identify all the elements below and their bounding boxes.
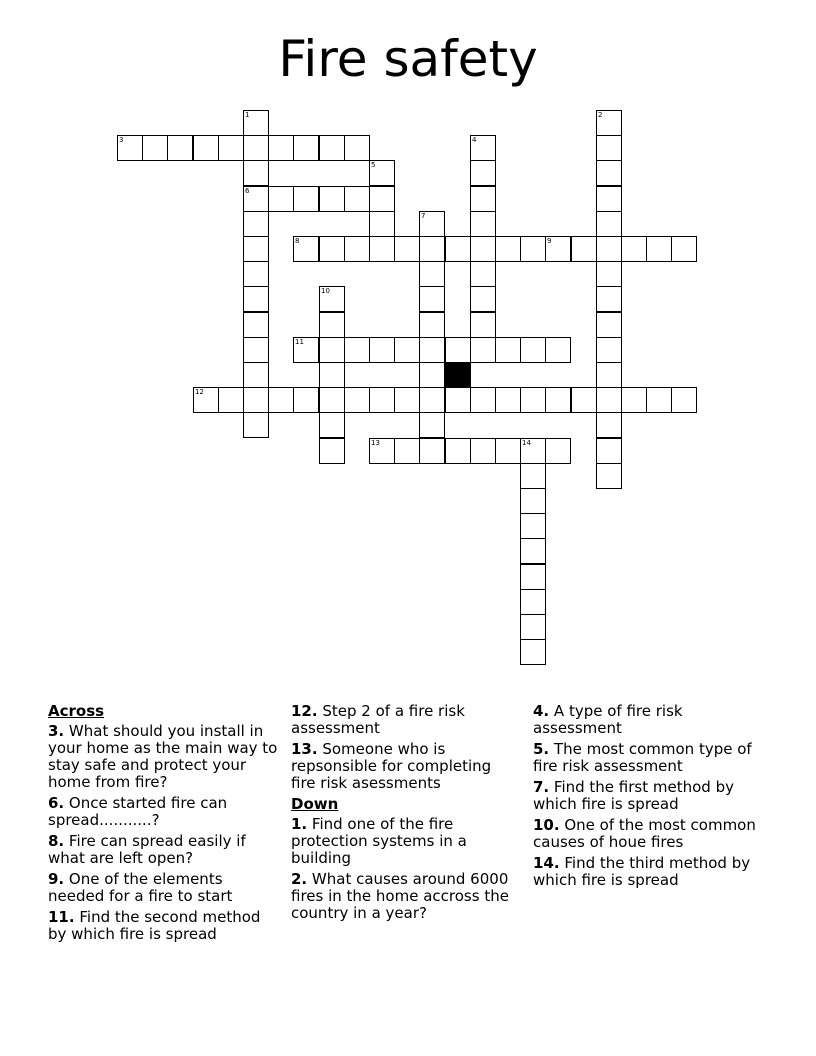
grid-cell[interactable] — [319, 135, 345, 161]
grid-cell[interactable] — [193, 135, 219, 161]
grid-cell[interactable] — [344, 236, 370, 262]
clue-item-number: 8. — [48, 832, 65, 850]
clue-number: 3 — [119, 136, 124, 144]
clue-number: 9 — [547, 237, 552, 245]
grid-cell[interactable] — [344, 186, 370, 212]
clue-item-text: Someone who is repsonsible for completing fire risk asessments — [291, 740, 492, 792]
grid-cell[interactable] — [369, 160, 395, 186]
grid-cell[interactable] — [419, 312, 445, 338]
grid-cell[interactable] — [520, 564, 546, 590]
clue-number: 13 — [371, 439, 380, 447]
clue-item-number: 10. — [533, 816, 560, 834]
grid-cell[interactable] — [243, 135, 269, 161]
clue-item-number: 13. — [291, 740, 318, 758]
grid-cell[interactable] — [319, 286, 345, 312]
grid-cell[interactable] — [243, 160, 269, 186]
clue-item — [48, 909, 280, 943]
grid-cell[interactable] — [520, 614, 546, 640]
clue-item-text: Find the third method by which fire is spread — [533, 854, 751, 889]
grid-cell[interactable] — [369, 186, 395, 212]
grid-cell[interactable] — [243, 412, 269, 438]
grid-cell[interactable] — [419, 438, 445, 464]
grid-cell[interactable] — [268, 135, 294, 161]
grid-cell[interactable] — [369, 438, 395, 464]
grid-cell[interactable] — [596, 362, 622, 388]
grid-cell[interactable] — [671, 387, 697, 413]
grid-cell[interactable] — [293, 186, 319, 212]
clue-item — [533, 741, 773, 775]
grid-cell[interactable] — [520, 513, 546, 539]
grid-cell[interactable] — [596, 186, 622, 212]
grid-cell[interactable] — [571, 387, 597, 413]
grid-cell[interactable] — [268, 387, 294, 413]
grid-cell[interactable] — [470, 312, 496, 338]
grid-cell[interactable] — [520, 337, 546, 363]
grid-cell[interactable] — [268, 186, 294, 212]
grid-cell[interactable] — [394, 438, 420, 464]
clue-number: 11 — [295, 338, 304, 346]
grid-cell[interactable] — [596, 160, 622, 186]
grid-cell[interactable] — [419, 337, 445, 363]
grid-cell[interactable] — [470, 337, 496, 363]
clue-item-text: What should you install in your home as the main way to stay safe and protect your home from fire? — [48, 722, 278, 791]
clue-item — [48, 871, 280, 905]
grid-cell[interactable] — [596, 286, 622, 312]
clue-item-number: 14. — [533, 854, 560, 872]
clue-item — [291, 816, 511, 867]
clue-item-number: 2. — [291, 870, 308, 888]
grid-cell[interactable] — [344, 135, 370, 161]
clue-number: 7 — [421, 212, 426, 220]
grid-cell[interactable] — [545, 337, 571, 363]
clue-number: 2 — [598, 111, 603, 119]
grid-cell[interactable] — [520, 538, 546, 564]
clue-number: 8 — [295, 237, 300, 245]
across-heading: Across — [48, 702, 105, 720]
grid-cell[interactable] — [369, 337, 395, 363]
grid-cell[interactable] — [369, 236, 395, 262]
clue-item — [48, 833, 280, 867]
clue-item-text: Find the first method by which fire is spread — [533, 778, 734, 813]
grid-cell[interactable] — [596, 438, 622, 464]
clue-item — [291, 871, 511, 922]
grid-cell[interactable] — [243, 186, 269, 212]
clue-item-number: 6. — [48, 794, 65, 812]
clue-number: 14 — [522, 439, 531, 447]
grid-cell[interactable] — [243, 261, 269, 287]
clue-number: 5 — [371, 161, 376, 169]
clue-number: 6 — [245, 187, 250, 195]
grid-cell[interactable] — [520, 236, 546, 262]
down-heading: Down — [291, 795, 339, 813]
grid-cell[interactable] — [319, 236, 345, 262]
grid-cell[interactable] — [445, 236, 471, 262]
clue-item — [48, 795, 280, 829]
grid-cell[interactable] — [520, 589, 546, 615]
grid-cell[interactable] — [470, 261, 496, 287]
grid-cell[interactable] — [243, 362, 269, 388]
grid-cell[interactable] — [596, 211, 622, 237]
clue-item-text: Step 2 of a fire risk assessment — [291, 702, 465, 737]
grid-cell[interactable] — [596, 337, 622, 363]
grid-cell[interactable] — [596, 463, 622, 489]
grid-cell[interactable] — [319, 387, 345, 413]
grid-cell[interactable] — [419, 236, 445, 262]
grid-cell[interactable] — [470, 438, 496, 464]
grid-cell[interactable] — [470, 186, 496, 212]
clue-item-number: 9. — [48, 870, 65, 888]
grid-cell[interactable] — [193, 387, 219, 413]
grid-cell[interactable] — [596, 387, 622, 413]
clue-item-text: One of the most common causes of houe fires — [533, 816, 756, 851]
grid-cell[interactable] — [142, 135, 168, 161]
clues-column-2 — [291, 703, 511, 926]
clue-number: 1 — [245, 111, 250, 119]
clue-item — [291, 741, 511, 792]
grid-cell[interactable] — [293, 337, 319, 363]
grid-cell[interactable] — [319, 438, 345, 464]
grid-cell[interactable] — [495, 387, 521, 413]
grid-cell[interactable] — [419, 412, 445, 438]
grid-cell[interactable] — [621, 387, 647, 413]
clue-number: 12 — [195, 388, 204, 396]
grid-cell[interactable] — [218, 387, 244, 413]
clue-item-number: 4. — [533, 702, 550, 720]
grid-cell[interactable] — [419, 362, 445, 388]
grid-cell[interactable] — [419, 387, 445, 413]
grid-cell[interactable] — [520, 463, 546, 489]
grid-cell[interactable] — [495, 438, 521, 464]
grid-cell[interactable] — [520, 387, 546, 413]
grid-cell[interactable] — [545, 387, 571, 413]
grid-cell[interactable] — [419, 211, 445, 237]
grid-cell[interactable] — [671, 236, 697, 262]
grid-cell[interactable] — [369, 211, 395, 237]
grid-cell[interactable] — [470, 387, 496, 413]
grid-cell[interactable] — [319, 412, 345, 438]
clue-item-text: The most common type of fire risk assessment — [533, 740, 752, 775]
grid-cell[interactable] — [646, 387, 672, 413]
clue-item-text: Find the second method by which fire is spread — [48, 908, 261, 943]
grid-cell[interactable] — [394, 387, 420, 413]
clue-number: 4 — [472, 136, 477, 144]
grid-cell[interactable] — [419, 261, 445, 287]
grid-cell[interactable] — [293, 135, 319, 161]
clue-item-text: A type of fire risk assessment — [533, 702, 683, 737]
grid-cell[interactable] — [520, 639, 546, 665]
grid-cell[interactable] — [293, 387, 319, 413]
grid-cell[interactable] — [419, 286, 445, 312]
clues-column-1 — [48, 703, 280, 947]
grid-cell[interactable] — [319, 312, 345, 338]
grid-cell[interactable] — [167, 135, 193, 161]
clue-item-number: 12. — [291, 702, 318, 720]
clue-item-text: Fire can spread easily if what are left open? — [48, 832, 246, 867]
grid-cell[interactable] — [243, 211, 269, 237]
grid-cell[interactable] — [545, 438, 571, 464]
grid-cell[interactable] — [243, 236, 269, 262]
grid-cell[interactable] — [243, 312, 269, 338]
grid-cell[interactable] — [344, 337, 370, 363]
grid-cell[interactable] — [646, 236, 672, 262]
grid-cell[interactable] — [596, 236, 622, 262]
grid-cell[interactable] — [369, 387, 395, 413]
grid-cell[interactable] — [596, 135, 622, 161]
grid-cell[interactable] — [545, 236, 571, 262]
grid-cell[interactable] — [243, 337, 269, 363]
grid-cell[interactable] — [571, 236, 597, 262]
grid-cell[interactable] — [243, 387, 269, 413]
clue-item-number: 11. — [48, 908, 75, 926]
grid-cell[interactable] — [621, 236, 647, 262]
grid-cell[interactable] — [445, 387, 471, 413]
grid-cell[interactable] — [243, 110, 269, 136]
grid-cell[interactable] — [319, 362, 345, 388]
grid-cell[interactable] — [394, 236, 420, 262]
grid-cell[interactable] — [520, 488, 546, 514]
clue-item-number: 7. — [533, 778, 550, 796]
grid-cell[interactable] — [344, 387, 370, 413]
grid-cell[interactable] — [470, 236, 496, 262]
grid-cell[interactable] — [495, 337, 521, 363]
clue-item — [533, 855, 773, 889]
black-cell — [445, 362, 471, 388]
clue-item-text: One of the elements needed for a fire to start — [48, 870, 233, 905]
clues-column-3 — [533, 703, 773, 893]
clue-number: 10 — [321, 287, 330, 295]
clue-item-number: 1. — [291, 815, 308, 833]
clue-item-text: Once started fire can spread...........? — [48, 794, 228, 829]
grid-cell[interactable] — [293, 236, 319, 262]
clue-item-text: Find one of the fire protection systems in a building — [291, 815, 467, 867]
grid-cell[interactable] — [596, 261, 622, 287]
grid-cell[interactable] — [520, 438, 546, 464]
grid-cell[interactable] — [596, 312, 622, 338]
puzzle-title: Fire safety — [278, 30, 538, 88]
grid-cell[interactable] — [243, 286, 269, 312]
clue-item-text: What causes around 6000 fires in the home accross the country in a year? — [291, 870, 509, 922]
grid-cell[interactable] — [596, 110, 622, 136]
grid-cell[interactable] — [470, 286, 496, 312]
clue-item — [291, 703, 511, 737]
grid-cell[interactable] — [470, 160, 496, 186]
clue-item-number: 3. — [48, 722, 65, 740]
clue-item — [48, 723, 280, 791]
clue-item — [533, 703, 773, 737]
clue-item — [533, 779, 773, 813]
grid-cell[interactable] — [319, 337, 345, 363]
grid-cell[interactable] — [470, 135, 496, 161]
grid-cell[interactable] — [495, 236, 521, 262]
grid-cell[interactable] — [445, 337, 471, 363]
grid-cell[interactable] — [117, 135, 143, 161]
grid-cell[interactable] — [218, 135, 244, 161]
grid-cell[interactable] — [394, 337, 420, 363]
grid-cell[interactable] — [596, 412, 622, 438]
clue-item-number: 5. — [533, 740, 550, 758]
grid-cell[interactable] — [319, 186, 345, 212]
clue-item — [533, 817, 773, 851]
grid-cell[interactable] — [470, 211, 496, 237]
grid-cell[interactable] — [445, 438, 471, 464]
